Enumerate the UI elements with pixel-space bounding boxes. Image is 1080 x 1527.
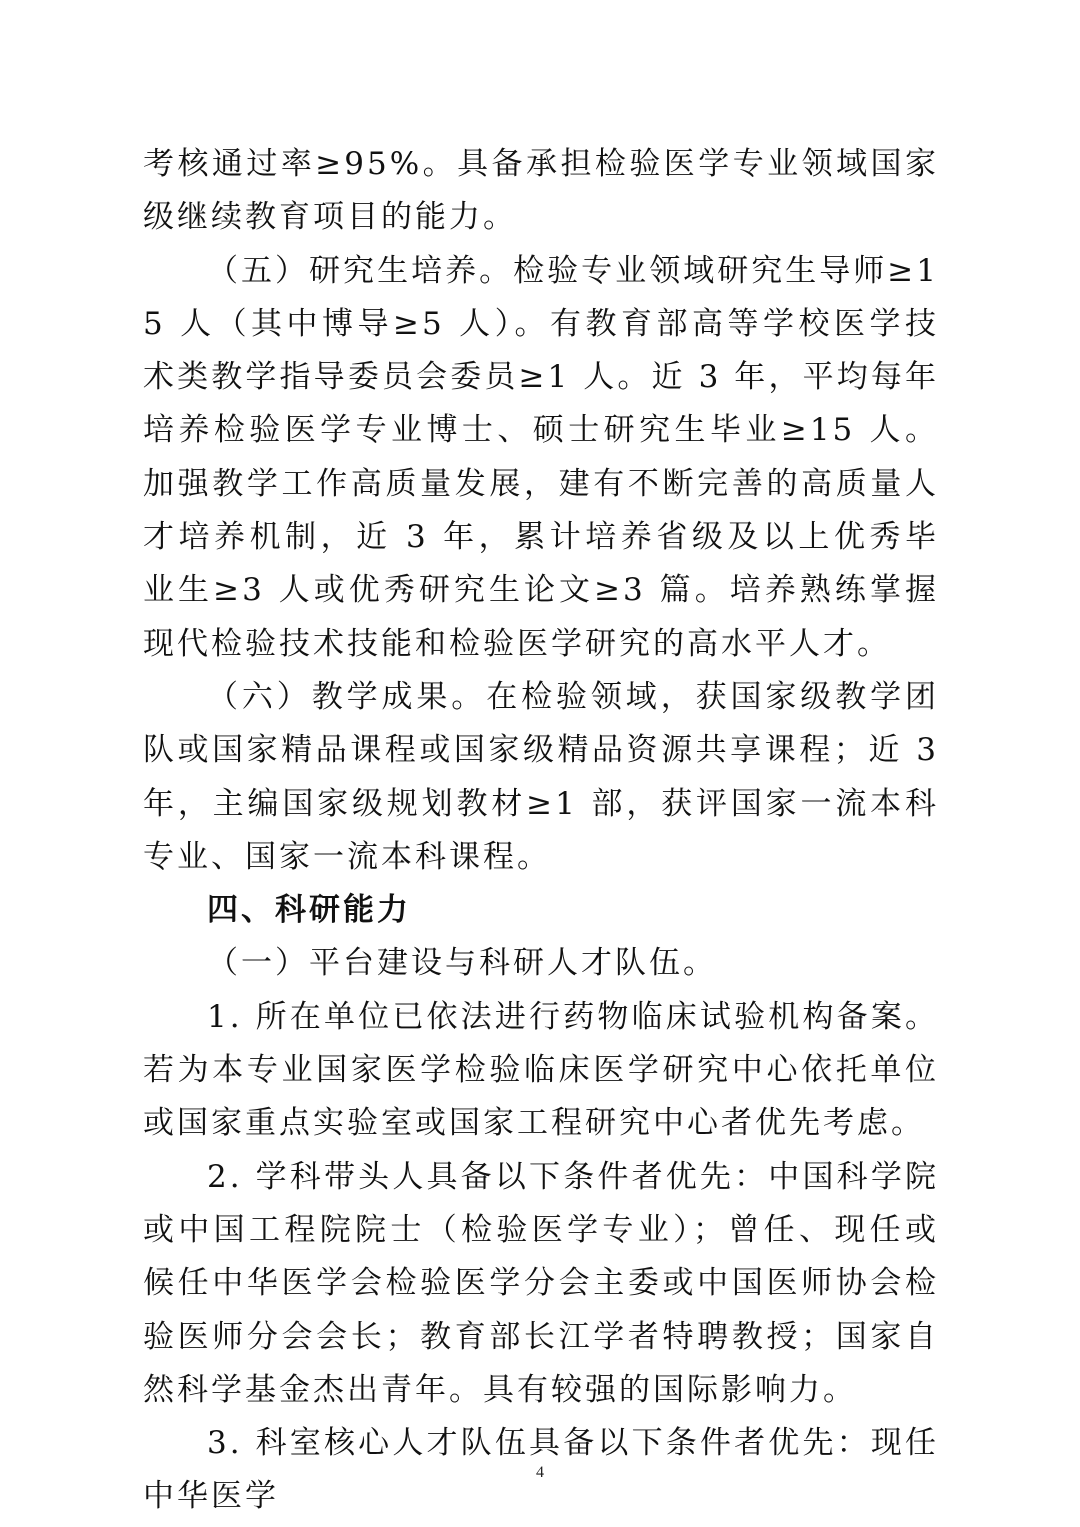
document-body	[143, 138, 939, 1524]
paragraph-item-2: 2. 学科带头人具备以下条件者优先：中国科学院或中国工程院院士（检验医学专业）；曾任、现任或候任中华医学会检验医学分会主委或中国医师协会检验医师分会会长；教育部长江学者特聘教授；国家自然科学基金杰出青年。具有较强的国际影响力。	[143, 1158, 939, 1408]
paragraph-item-3: 3. 科室核心人才队伍具备以下条件者优先：现任中华医学	[143, 1425, 939, 1515]
paragraph-continuation: 考核通过率≥95%。具备承担检验医学专业领域国家级继续教育项目的能力。	[143, 146, 939, 236]
page-number: 4	[536, 1464, 544, 1481]
paragraph-graduate-training: （五）研究生培养。检验专业领域研究生导师≥15 人（其中博导≥5 人）。有教育部高等学校医学技术类教学指导委员会委员≥1 人。近 3 年，平均每年培养检验医学专业博士、硕士研究生毕业≥15 人。加强教学工作高质量发展，建有不断完善的高质量人才培养机制，近 3 年，累计培养省级及以上优秀毕业生≥3 人或优秀研究生论文≥3 篇。培养熟练掌握现代检验技术技能和检验医学研究的高水平人才。	[143, 252, 939, 662]
paragraph-teaching-achievements: （六）教学成果。在检验领域，获国家级教学团队或国家精品课程或国家级精品资源共享课程；近 3 年，主编国家级规划教材≥1 部，获评国家一流本科专业、国家一流本科课程。	[143, 678, 939, 875]
section-heading-research-capability: 四、科研能力	[207, 892, 411, 929]
paragraph-item-1: 1. 所在单位已依法进行药物临床试验机构备案。若为本专业国家医学检验临床医学研究中心依托单位或国家重点实验室或国家工程研究中心者优先考虑。	[143, 998, 939, 1142]
subheading-platform-construction: （一）平台建设与科研人才队伍。	[207, 945, 717, 982]
